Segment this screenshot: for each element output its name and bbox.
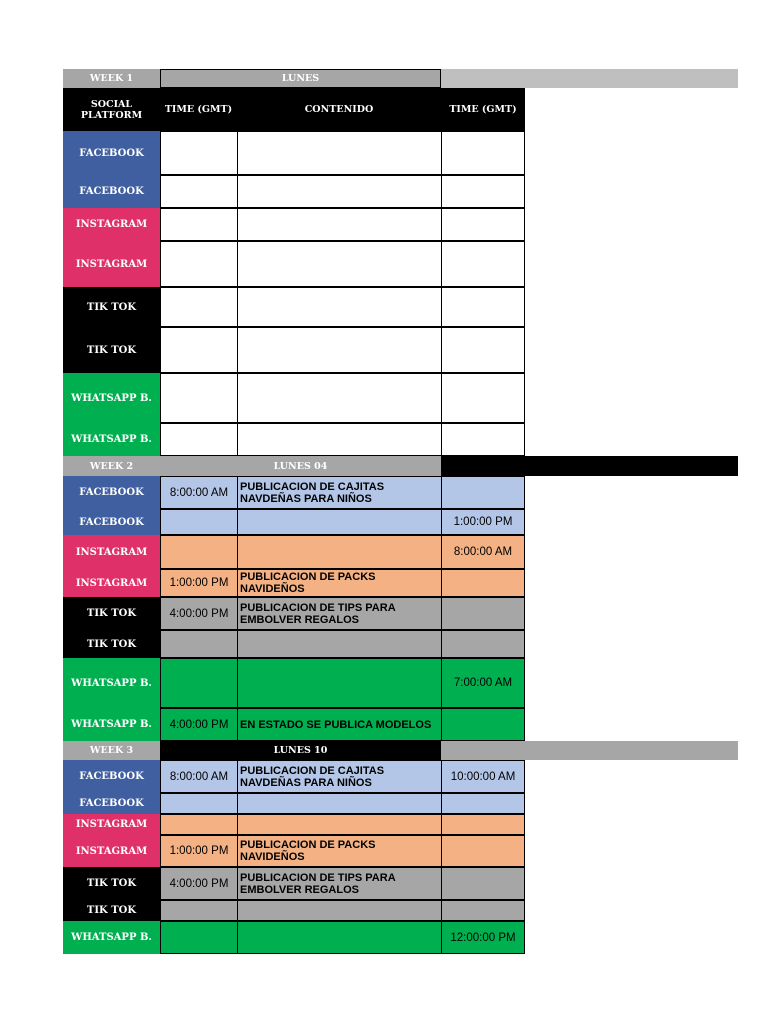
content-cell[interactable]: PUBLICACION DE PACKS NAVIDEÑOS <box>237 569 441 597</box>
header-time: TIME (GMT) <box>164 104 233 115</box>
time-cell[interactable] <box>160 175 237 208</box>
content-cell[interactable]: PUBLICACION DE CAJITAS NAVDEÑAS PARA NIÑOS <box>237 476 441 509</box>
platform-facebook: FACEBOOK <box>63 175 160 208</box>
platform-instagram: INSTAGRAM <box>63 535 160 569</box>
content-cell[interactable]: EN ESTADO SE PUBLICA MODELOS <box>237 708 441 741</box>
table-row <box>63 509 525 535</box>
time-cell[interactable] <box>160 327 237 373</box>
table-row <box>63 867 525 900</box>
time-cell[interactable]: 4:00:00 PM <box>160 867 237 900</box>
time-cell[interactable]: 8:00:00 AM <box>160 476 237 509</box>
platform-facebook: FACEBOOK <box>63 760 160 793</box>
time2-cell[interactable] <box>441 793 525 814</box>
platform-facebook: FACEBOOK <box>63 131 160 175</box>
table-row <box>63 814 525 835</box>
time2-cell[interactable] <box>441 708 525 741</box>
time-cell[interactable] <box>160 423 237 456</box>
week3-label: WEEK 3 <box>63 741 160 760</box>
time2-cell[interactable] <box>441 131 525 175</box>
week1-bar <box>63 69 738 88</box>
time-cell[interactable]: 8:00:00 AM <box>160 760 237 793</box>
table-row <box>63 835 525 867</box>
time2-cell[interactable] <box>441 569 525 597</box>
time-cell[interactable] <box>160 208 237 241</box>
content-cell[interactable] <box>237 535 441 569</box>
time2-cell[interactable] <box>441 241 525 287</box>
week2-label: WEEK 2 <box>63 456 160 476</box>
time-cell[interactable] <box>160 509 237 535</box>
time2-cell[interactable]: 10:00:00 AM <box>441 760 525 793</box>
time-cell[interactable]: 4:00:00 PM <box>160 708 237 741</box>
time2-cell[interactable] <box>441 900 525 921</box>
time-cell[interactable]: 1:00:00 PM <box>160 569 237 597</box>
time2-cell[interactable] <box>441 373 525 423</box>
content-cell[interactable] <box>237 241 441 287</box>
time-cell[interactable] <box>160 921 237 954</box>
platform-whatsapp: WHATSAPP B. <box>63 708 160 741</box>
time-cell[interactable] <box>160 814 237 835</box>
table-row <box>63 630 525 658</box>
platform-instagram: INSTAGRAM <box>63 208 160 241</box>
time2-cell[interactable] <box>441 814 525 835</box>
content-cell[interactable] <box>237 630 441 658</box>
header-time-2: TIME (GMT) <box>449 104 517 115</box>
column-header-row <box>63 88 525 131</box>
time-cell[interactable] <box>160 535 237 569</box>
header-platform: SOCIAL PLATFORM <box>80 98 143 121</box>
content-cell[interactable] <box>237 327 441 373</box>
week3-bar <box>63 741 738 760</box>
platform-instagram: INSTAGRAM <box>63 835 160 867</box>
content-cell[interactable]: PUBLICACION DE PACKS NAVIDEÑOS <box>237 835 441 867</box>
platform-whatsapp: WHATSAPP B. <box>63 423 160 456</box>
table-row <box>63 423 525 456</box>
platform-whatsapp: WHATSAPP B. <box>63 658 160 708</box>
table-row <box>63 535 525 569</box>
table-row <box>63 597 525 630</box>
time2-cell[interactable] <box>441 208 525 241</box>
table-row <box>63 708 525 741</box>
table-row <box>63 793 525 814</box>
table-row <box>63 569 525 597</box>
time-cell[interactable] <box>160 793 237 814</box>
time-cell[interactable]: 1:00:00 PM <box>160 835 237 867</box>
content-cell[interactable] <box>237 131 441 175</box>
platform-tiktok: TIK TOK <box>63 597 160 630</box>
platform-tiktok: TIK TOK <box>63 867 160 900</box>
content-cell[interactable] <box>237 900 441 921</box>
table-row <box>63 241 525 287</box>
content-cell[interactable] <box>237 208 441 241</box>
week2-day: LUNES 04 <box>160 456 441 476</box>
platform-whatsapp: WHATSAPP B. <box>63 921 160 954</box>
time2-cell[interactable] <box>441 476 525 509</box>
time2-cell[interactable] <box>441 327 525 373</box>
week3-day: LUNES 10 <box>160 741 441 760</box>
platform-facebook: FACEBOOK <box>63 793 160 814</box>
header-content: CONTENIDO <box>304 104 374 115</box>
time-cell[interactable] <box>160 900 237 921</box>
time-cell[interactable] <box>160 131 237 175</box>
week3-bar-extension <box>441 741 738 760</box>
time2-cell[interactable] <box>441 423 525 456</box>
time2-cell[interactable] <box>441 835 525 867</box>
time2-cell[interactable]: 1:00:00 PM <box>441 509 525 535</box>
table-row <box>63 760 525 793</box>
table-row <box>63 900 525 921</box>
content-cell[interactable]: PUBLICACION DE TIPS PARA EMBOLVER REGALOS <box>237 597 441 630</box>
time2-cell[interactable] <box>441 867 525 900</box>
content-cell[interactable] <box>237 287 441 327</box>
platform-tiktok: TIK TOK <box>63 900 160 921</box>
platform-tiktok: TIK TOK <box>63 287 160 327</box>
table-row <box>63 327 525 373</box>
week2-bar-extension <box>441 456 738 476</box>
platform-instagram: INSTAGRAM <box>63 241 160 287</box>
time-cell[interactable] <box>160 241 237 287</box>
platform-tiktok: TIK TOK <box>63 630 160 658</box>
time-cell[interactable] <box>160 630 237 658</box>
platform-instagram: INSTAGRAM <box>63 814 160 835</box>
time-cell[interactable] <box>160 373 237 423</box>
time2-cell[interactable]: 8:00:00 AM <box>441 535 525 569</box>
platform-tiktok: TIK TOK <box>63 327 160 373</box>
content-cell[interactable] <box>237 658 441 708</box>
time-cell[interactable] <box>160 658 237 708</box>
table-row <box>63 208 525 241</box>
content-cell[interactable] <box>237 921 441 954</box>
time2-cell[interactable]: 12:00:00 PM <box>441 921 525 954</box>
content-cell[interactable] <box>237 509 441 535</box>
week1-label: WEEK 1 <box>63 69 160 88</box>
content-cell[interactable]: PUBLICACION DE CAJITAS NAVDEÑAS PARA NIÑOS <box>237 760 441 793</box>
time2-cell[interactable] <box>441 287 525 327</box>
content-cell[interactable] <box>237 175 441 208</box>
platform-whatsapp: WHATSAPP B. <box>63 373 160 423</box>
content-cell[interactable] <box>237 793 441 814</box>
time2-cell[interactable]: 7:00:00 AM <box>441 658 525 708</box>
week1-day: LUNES <box>160 69 441 88</box>
table-row <box>63 373 525 423</box>
week1-bar-extension <box>441 69 738 88</box>
platform-instagram: INSTAGRAM <box>63 569 160 597</box>
table-row <box>63 476 525 509</box>
table-row <box>63 287 525 327</box>
time2-cell[interactable] <box>441 597 525 630</box>
time-cell[interactable] <box>160 287 237 327</box>
table-row <box>63 131 525 175</box>
content-cell[interactable] <box>237 423 441 456</box>
platform-facebook: FACEBOOK <box>63 476 160 509</box>
content-cell[interactable] <box>237 814 441 835</box>
table-row <box>63 658 525 708</box>
time2-cell[interactable] <box>441 630 525 658</box>
table-row <box>63 921 525 954</box>
platform-facebook: FACEBOOK <box>63 509 160 535</box>
time-cell[interactable]: 4:00:00 PM <box>160 597 237 630</box>
table-row <box>63 175 525 208</box>
week2-bar <box>63 456 738 476</box>
content-cell[interactable] <box>237 373 441 423</box>
time2-cell[interactable] <box>441 175 525 208</box>
content-cell[interactable]: PUBLICACION DE TIPS PARA EMBOLVER REGALOS <box>237 867 441 900</box>
